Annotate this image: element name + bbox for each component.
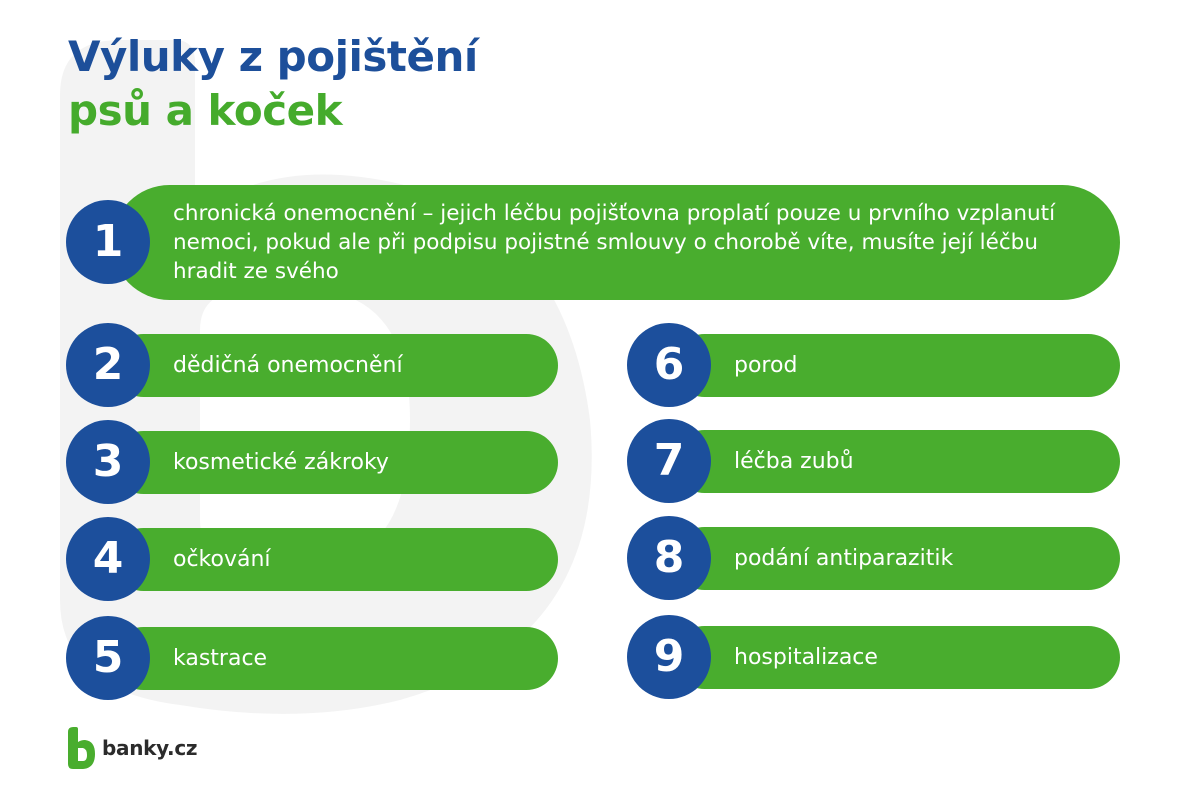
title-line-1: Výluky z pojištění	[68, 32, 478, 81]
exclusion-item-text: dědičná onemocnění	[173, 353, 403, 378]
exclusion-item-3	[112, 431, 558, 494]
exclusion-item-text: očkování	[173, 547, 271, 572]
exclusion-item-9	[673, 626, 1120, 689]
exclusion-item-4	[112, 528, 558, 591]
exclusion-item-8	[673, 527, 1120, 590]
exclusion-item-6	[673, 334, 1120, 397]
exclusion-item-text: chronická onemocnění – jejich léčbu pojišťovna proplatí pouze u prvního vzplanutí nemoci, pokud ale při podpisu pojistné smlouvy o chorobě víte, musíte její léčbu hradit ze svého	[173, 201, 1056, 284]
exclusion-item-2	[112, 334, 558, 397]
exclusion-item-text: hospitalizace	[734, 645, 878, 670]
exclusion-item-text: podání antiparazitik	[734, 546, 954, 571]
exclusion-number-badge: 8	[627, 516, 711, 600]
exclusion-item-text: porod	[734, 353, 798, 378]
exclusion-number-badge: 1	[66, 200, 150, 284]
exclusion-number-badge: 4	[66, 517, 150, 601]
exclusion-item-5	[112, 627, 558, 690]
exclusion-number-badge: 9	[627, 615, 711, 699]
banky-logo-icon	[66, 726, 96, 770]
exclusion-number-badge: 2	[66, 323, 150, 407]
logo-text: banky.cz	[102, 736, 198, 760]
exclusion-number-badge: 3	[66, 420, 150, 504]
exclusion-item-7	[673, 430, 1120, 493]
exclusion-item-text: léčba zubů	[734, 449, 854, 474]
brand-logo	[66, 726, 197, 770]
exclusion-number-badge: 6	[627, 323, 711, 407]
page-title	[68, 30, 478, 138]
exclusion-number-badge: 5	[66, 616, 150, 700]
title-line-2: psů a koček	[68, 86, 343, 135]
exclusion-item-text: kastrace	[173, 646, 268, 671]
exclusion-item-text: kosmetické zákroky	[173, 450, 389, 475]
exclusion-number-badge: 7	[627, 419, 711, 503]
exclusion-item-1	[112, 185, 1120, 300]
